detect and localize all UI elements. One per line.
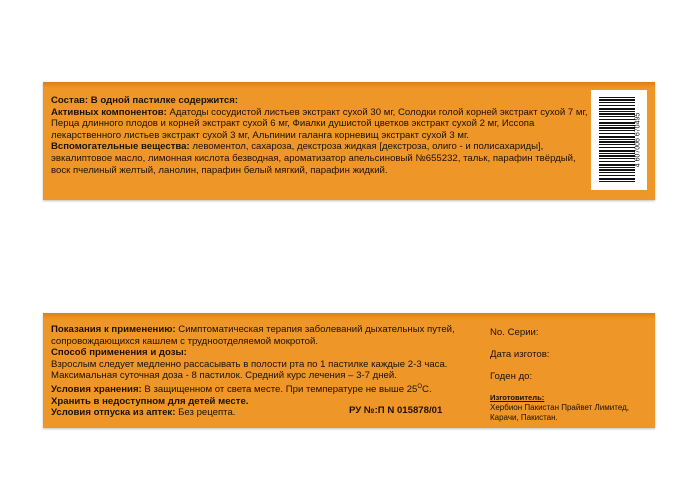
- dosage-label: Способ применения и дозы:: [51, 347, 187, 359]
- storage-text: В защищенном от света месте. При температуре не выше 25: [141, 384, 418, 396]
- manufacture-date-label: Дата изготов:: [490, 349, 550, 360]
- active-components-text: Адатоды сосудистой листьев экстракт сухой 30 мг, Солодки голой корней экстракт сухой 7 мг, Перца длинного плодов и корней экстракт сухой 6 мг, Фиалки душистой цветков экстракт сухой 2 мг, Иссопа лекарственного листьев экстракт сухой 3 мг, Альпинии галанга корневищ экстракт сухой 3 мг.: [51, 106, 588, 141]
- barcode-bars: [599, 97, 635, 183]
- storage-label: Условия хранения:: [51, 384, 142, 396]
- storage-unit: С.: [422, 384, 432, 396]
- composition-title: Состав: В одной пастилке содержится:: [51, 95, 239, 106]
- storage: [51, 382, 461, 396]
- max-dose-text: Максимальная суточная доза - 8 пастилок. Средний курс лечения – 3-7 дней.: [51, 370, 397, 382]
- excipients: [51, 141, 591, 176]
- package-top-panel: [43, 82, 655, 200]
- composition-block: [51, 95, 591, 176]
- manufacturer-block: [490, 393, 650, 423]
- active-components: [51, 107, 591, 142]
- excipients-label: Вспомогательные вещества:: [51, 141, 190, 153]
- barcode-number: 4 607006 670495: [634, 112, 642, 168]
- storage-degree: O: [417, 383, 423, 390]
- indications-text: Симптоматическая терапия заболеваний дыхательных путей, сопровождающихся кашлем с трудноотделяемой мокротой.: [51, 324, 455, 347]
- serial-number-label: No. Серии:: [490, 327, 539, 338]
- dispensing-text: Без рецепта.: [175, 407, 236, 419]
- manufacturer-label: Изготовитель:: [490, 393, 545, 402]
- active-components-label: Активных компонентов:: [51, 106, 167, 118]
- dosage-text: Взрослым следует медленно рассасывать в полости рта по 1 пастилке каждые 2-3 часа.: [51, 358, 448, 370]
- indications-label: Показания к применению:: [51, 324, 176, 335]
- manufacturer-text: Хербион Пакистан Прайвет Лимитед, Карачи, Пакистан.: [490, 403, 629, 422]
- registration-number: РУ №:П N 015878/01: [349, 405, 443, 416]
- expiry-label: Годен до:: [490, 371, 533, 382]
- package-bottom-panel: [43, 313, 655, 428]
- indications: [51, 324, 461, 347]
- children-warning: Хранить в недоступном для детей месте.: [51, 395, 249, 407]
- barcode-number-wrap: [631, 94, 645, 186]
- excipients-text: левоментол, сахароза, декстроза жидкая [декстроза, олиго - и полисахариды], эвкалиптовое масло, лимонная кислота безводная, ароматизатор апельсиновый №655232, тальк, парафин твёрдый, воск пчелиный желтый, ланолин, парафин белый мягкий, парафин жидкий.: [51, 141, 576, 176]
- barcode: [591, 90, 647, 190]
- dispensing-label: Условия отпуска из аптек:: [51, 407, 176, 419]
